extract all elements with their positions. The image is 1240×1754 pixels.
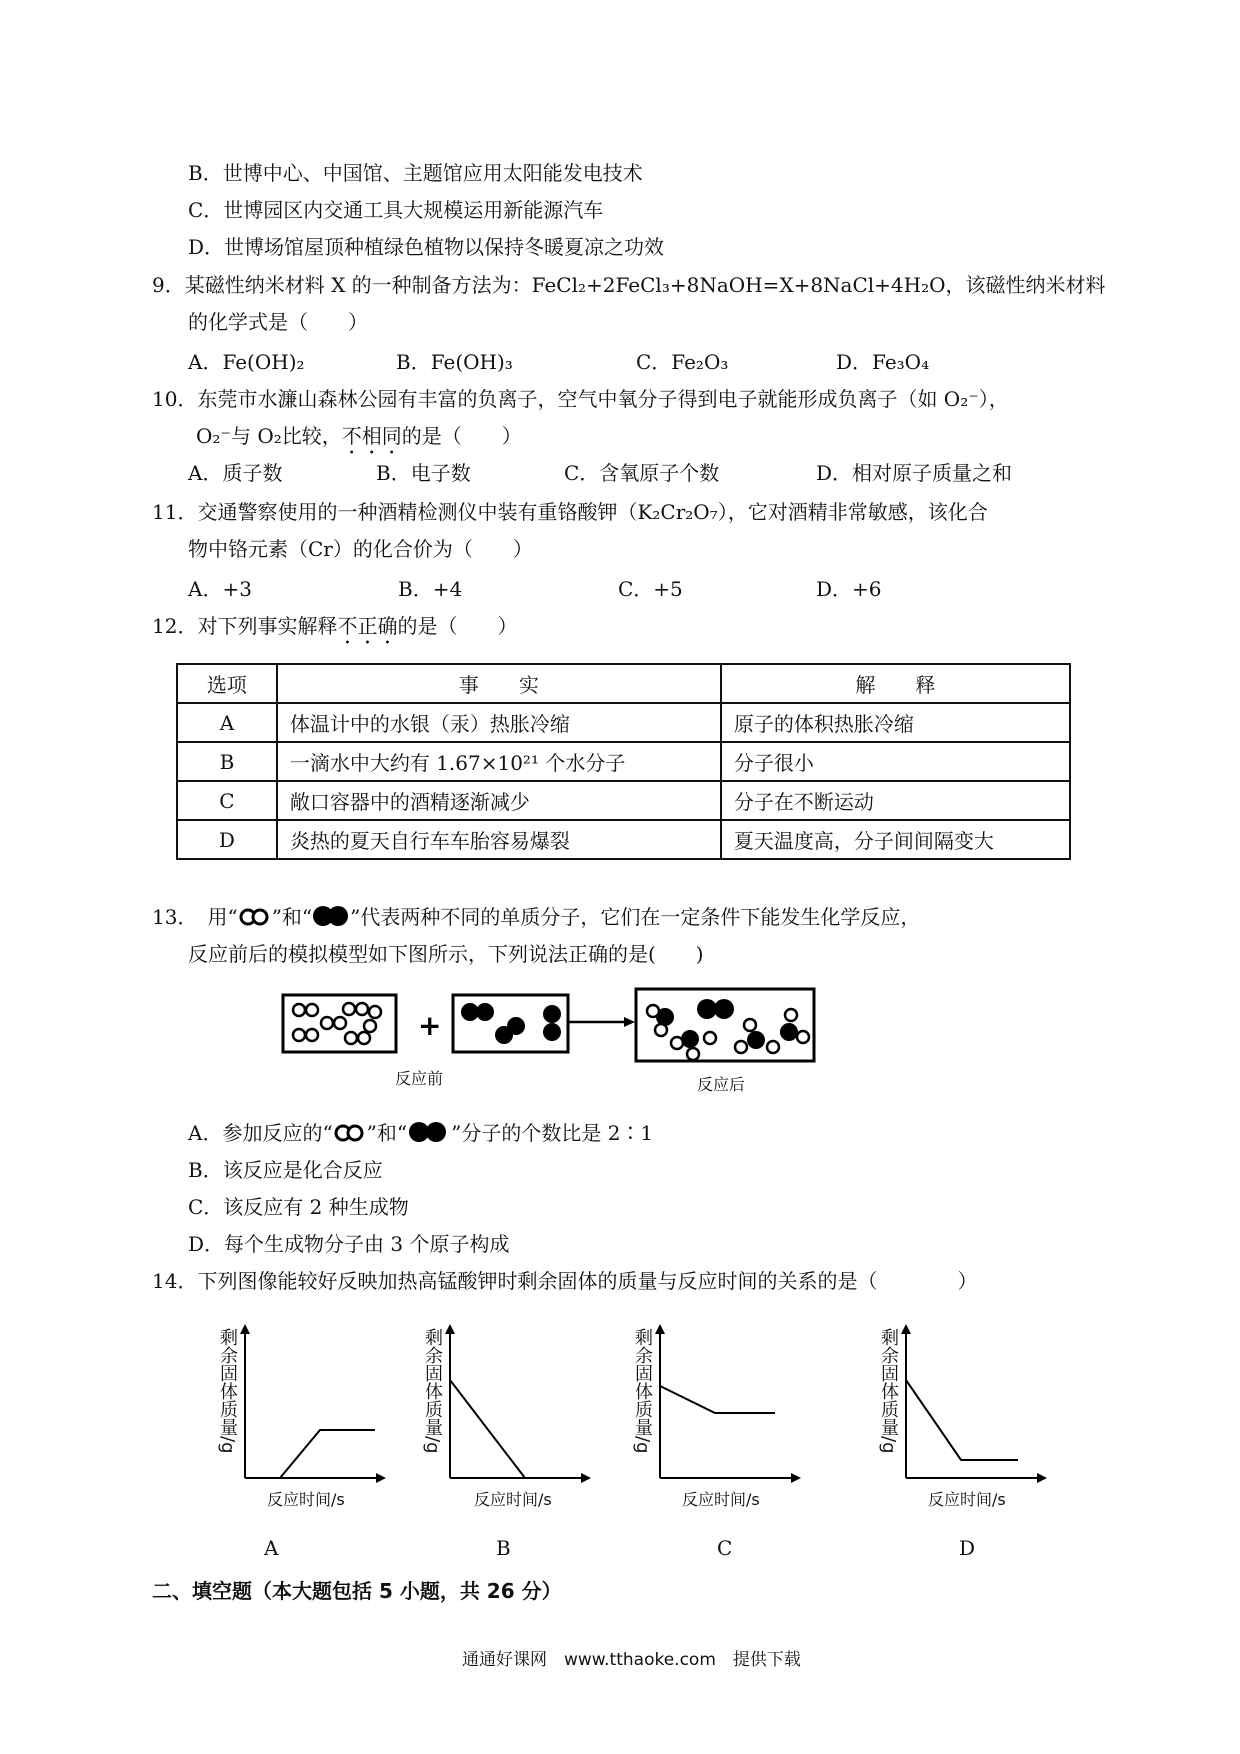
black-molecule-icon [407,1121,451,1143]
page-footer: 通通好课网 www.tthaoke.com 提供下载 [462,1650,801,1670]
graph-b-curve [450,1380,525,1478]
graph-a-xlabel: 反应时间/s [267,1490,345,1509]
q10-option-b: B．电子数 [376,461,471,485]
table-row [177,703,1070,742]
q9-option-a: A．Fe(OH)₂ [188,350,305,374]
q9-line1: 9．某磁性纳米材料 X 的一种制备方法为：FeCl₂+2FeCl₃+8NaOH=X+8NaCl+4H₂O，该磁性纳米材料 [152,273,1106,297]
q10-option-c: C．含氧原子个数 [564,461,720,485]
q10-line2-post: 的是（ ） [401,424,522,448]
table-row [177,742,1070,781]
q12-stem [152,613,517,649]
white-molecule-icon [333,1123,367,1143]
arrow-head [624,1017,635,1027]
q12-emphasis: 不正确 [337,614,398,638]
table-row [177,820,1070,859]
q8-option-d: D．世博场馆屋顶种植绿色植物以保持冬暖夏凉之功效 [188,235,665,259]
q12-stem-post: 的是（ ） [397,614,518,638]
q11-option-d: D．+6 [816,577,882,601]
q11-option-c: C．+5 [618,577,683,601]
caption-after: 反应后 [697,1075,746,1094]
graph-d-ylabel: 剩余固体质量/g [878,1328,899,1454]
q9-option-d: D．Fe₃O₄ [836,350,930,374]
graph-d-curve [906,1380,1018,1460]
table-cell: 体温计中的水银（汞）热胀冷缩 [277,703,721,742]
table-cell: 分子很小 [721,742,1070,781]
caption-before: 反应前 [395,1069,444,1088]
plus-sign: + [418,1009,442,1042]
q9-option-b: B．Fe(OH)₃ [396,350,513,374]
black-molecule-icon [312,905,350,927]
table-cell: 炎热的夏天自行车车胎容易爆裂 [277,820,721,859]
table-cell: C [177,781,277,820]
q13-option-b: B．该反应是化合反应 [188,1158,383,1182]
q13-option-a-mid: ”和“ [366,1121,408,1145]
table-row [177,781,1070,820]
q9-line2: 的化学式是（ ） [188,310,368,334]
q13-option-d: D．每个生成物分子由 3 个原子构成 [188,1232,510,1256]
q12-stem-pre: 12．对下列事实解释 [152,614,338,638]
q13-line1-a: 13． 用“ [152,905,238,929]
graph-b-ylabel: 剩余固体质量/g [422,1328,443,1454]
q10-line2-pre: O₂⁻与 O₂比较， [196,424,342,448]
white-molecule-icon [238,907,272,927]
section-2-heading: 二、填空题（本大题包括 5 小题，共 26 分） [152,1579,562,1603]
graph-c-xlabel: 反应时间/s [682,1490,760,1509]
q8-option-b: B．世博中心、中国馆、主题馆应用太阳能发电技术 [188,161,643,185]
q13-option-a-pre: A．参加反应的“ [188,1121,333,1145]
graph-d [876,1318,1056,1508]
q13-line1-b: ”和“ [271,905,313,929]
q11-line2: 物中铬元素（Cr）的化合价为（ ） [188,537,533,561]
graph-b-label: B [496,1536,511,1560]
table-header: 解 释 [721,664,1070,703]
graph-c [630,1318,810,1508]
table-cell: 敞口容器中的酒精逐渐减少 [277,781,721,820]
table-cell: 夏天温度高，分子间间隔变大 [721,820,1070,859]
table-cell: 原子的体积热胀冷缩 [721,703,1070,742]
table-cell: A [177,703,277,742]
graph-c-ylabel: 剩余固体质量/g [632,1328,653,1454]
q11-line1: 11．交通警察使用的一种酒精检测仪中装有重铬酸钾（K₂Cr₂O₇），它对酒精非常敏感，该化合 [152,500,988,524]
graph-d-label: D [959,1536,976,1560]
table-cell: 分子在不断运动 [721,781,1070,820]
q11-option-a: A．+3 [188,577,252,601]
q13-option-c: C．该反应有 2 种生成物 [188,1195,409,1219]
q14-stem: 14．下列图像能较好反映加热高锰酸钾时剩余固体的质量与反应时间的关系的是（ ） [152,1269,978,1293]
graph-a-label: A [264,1536,279,1560]
q13-line2: 反应前后的模拟模型如下图所示，下列说法正确的是( ) [188,942,704,966]
graph-a-curve [280,1430,375,1478]
table-header-row [177,664,1070,703]
q9-option-c: C．Fe₂O₃ [636,350,729,374]
table-cell: B [177,742,277,781]
graph-a-ylabel: 剩余固体质量/g [217,1328,238,1454]
graph-c-label: C [717,1536,733,1560]
q11-option-b: B．+4 [398,577,463,601]
table-cell: 一滴水中大约有 1.67×10²¹ 个水分子 [277,742,721,781]
table-header: 选项 [177,664,277,703]
graph-b [420,1318,600,1508]
q13-option-a-post: ”分子的个数比是 2∶1 [451,1121,654,1145]
graph-d-xlabel: 反应时间/s [928,1490,1006,1509]
q10-line1: 10．东莞市水濂山森林公园有丰富的负离子，空气中氧分子得到电子就能形成负离子（如 O₂⁻）， [152,387,1009,411]
reaction-model-diagram [280,985,820,1085]
q13-line1-c: ”代表两种不同的单质分子，它们在一定条件下能发生化学反应， [350,905,921,929]
q12-table [176,663,1071,860]
table-cell: D [177,820,277,859]
table-header: 事 实 [277,664,721,703]
q10-emphasis: 不相同 [341,424,402,448]
q10-option-d: D．相对原子质量之和 [816,461,1013,485]
graph-b-xlabel: 反应时间/s [474,1490,552,1509]
q10-line2 [196,423,522,459]
q8-option-c: C．世博园区内交通工具大规模运用新能源汽车 [188,198,604,222]
q13-option-a [188,1120,653,1146]
graph-c-curve [660,1386,775,1413]
q13-line1 [152,904,920,930]
q10-option-a: A．质子数 [188,461,283,485]
